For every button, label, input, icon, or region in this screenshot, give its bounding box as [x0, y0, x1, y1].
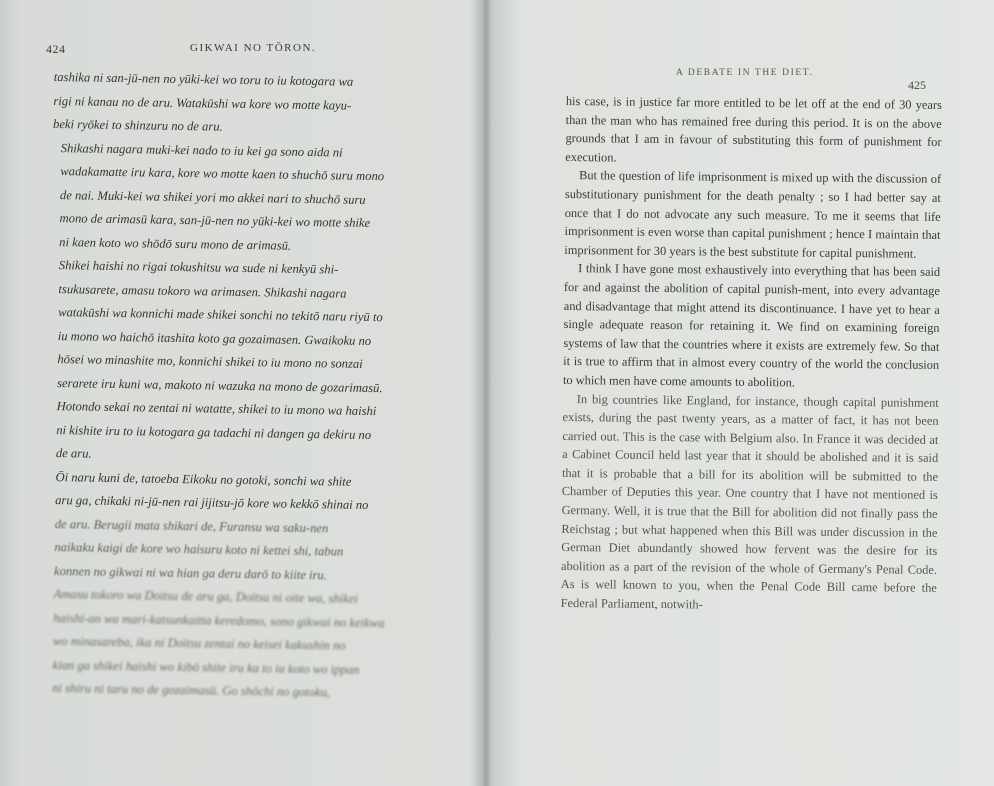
- left-paragraph-4: [44, 465, 448, 706]
- right-running-head: A DEBATE IN THE DIET.: [676, 68, 814, 78]
- left-page-number: 424: [46, 42, 66, 56]
- text-line: mono de arimasū kara, san-jū-nen no yūki-kei wo motte shike: [59, 211, 371, 230]
- text-line: Hotondo sekai no zentai ni watatte, shikei to iu mono wa haishi: [56, 399, 377, 419]
- text-line: hōsei wo minashite mo, konnichi shikei to iu mono no sonzai: [57, 352, 363, 371]
- text-line: Amasu tokoro wa Doitsu de aru ga, Doitsu ni oite wa, shikei: [53, 587, 359, 606]
- right-page-text: [561, 92, 942, 617]
- text-line: ni shiru ni taru no de gozaimasū. Go shōchi no gotoku,: [52, 681, 331, 700]
- text-line: watakūshi wa konnichi made shikei sonchi no tekitō naru riyū to: [58, 305, 383, 325]
- text-line: kian ga shikei haishi wo kibō shite iru ka to iu koto wo ippan: [52, 657, 360, 677]
- text-line: ni kishite iru to iu kotogara ga tadachi ni dangen ga dekiru no: [56, 422, 372, 442]
- text-line: tashika ni san-jū-nen no yūki-kei wo toru to iu kotogara wa: [53, 69, 354, 89]
- text-line: tsukusarete, amasu tokoro wa arimasen. Shikashi nagara: [58, 281, 347, 301]
- left-page-text: [44, 66, 454, 707]
- right-paragraph-1: his case, is in justice far more entitled to be let off at the end of 30 years than the man who has remained free during this period. It is on the above grounds that I am in favour of substituting this form of punishment for execution.: [565, 93, 942, 165]
- left-page: [0, 0, 482, 786]
- text-line: wadakamatte iru kara, kore wo motte kaen to shuchō suru mono: [60, 164, 385, 184]
- left-paragraph-3: [48, 254, 451, 472]
- text-line: konnen no gikwai ni wa hian ga deru darō to kiite iru.: [53, 563, 328, 582]
- text-line: naikaku kaigi de kore wo haisuru koto ni kettei shi, tabun: [54, 540, 344, 559]
- right-page-number: 425: [908, 78, 926, 92]
- text-line: rigi ni kanau no de aru. Watakūshi wa kore wo motte kayu-: [53, 93, 352, 113]
- left-paragraph-2: [51, 136, 453, 260]
- text-line: haishi-an wa mari-katsunkaitta keredomo, sono gikwai no keikwa: [53, 610, 385, 630]
- right-paragraph-2: But the question of life imprisonment is mixed up with the discussion of substitutionary punishment for the death penalty ; so I had better say at once that I do not advocate any such measure. To me it seems that life imprisonment is even worse than capital punishment ; hence I maintain that imprisonment for 30 years is the best substitute for capital punishment.: [564, 168, 942, 261]
- text-line: iu mono wo haichō itashita koto ga gozaimasen. Gwaikoku no: [57, 328, 372, 348]
- right-paragraph-3: I think I have gone most exhaustively into everything that has been said for and against the abolition of capital punish-ment, into every advantage and disadvantage that might attend its discontinuance. I have yet to hear a single adequate reason for retaining it. We find on examining foreign systems of law that the countries where it exists are extremely few. So that it is true to affirm that in almost every country of the world the conclusion to which men have come amounts to abolition.: [562, 261, 941, 390]
- right-page: [488, 0, 994, 786]
- left-paragraph-1: [53, 66, 454, 143]
- text-line: wo minasareba, ika ni Doitsu zentai no keisei kakushin no: [52, 634, 346, 653]
- text-line: serarete iru kuni wa, makoto ni wazuka na mono de gozarimasū.: [56, 375, 383, 395]
- text-line: Ōi naru kuni de, tatoeba Eikoku no gotoki, sonchi wa shite: [55, 469, 352, 489]
- text-line: aru ga, chikaki ni-jū-nen rai jijitsu-jō kore wo kekkō shinai no: [55, 493, 369, 512]
- right-paragraph-4: In big countries like England, for instance, though capital punishment exists, during the past twenty years, as a matter of fact, it has not been carried out. This is the case with Belgium also. In France it was decided at a Cabinet Council held last year that it should be abolished and it is said that it is probable that a bill for its abolition will be submitted to the Chamber of Deputies this year. One country that I have not mentioned is Germany. Well, it is true that the Bill for abolition did not finally pass the Reichstag ; but what happened when this Bill was under discussion in the German Diet abundantly showed how fervent was the desire for its abolition as a part of the revision of the whole of Germany's Penal Code. As is well known to you, when the Penal Code Bill came before the Federal Parliament, notwith-: [560, 391, 939, 612]
- text-line: ni kaen koto wo shōdō suru mono de arimasū.: [59, 234, 292, 253]
- left-running-head: GIKWAI NO TŌRON.: [190, 42, 317, 54]
- text-line: Shikashi nagara muki-kei nado to iu kei ga sono aida ni: [60, 140, 343, 160]
- text-line: de aru.: [55, 446, 92, 461]
- text-line: de nai. Muki-kei wa shikei yori mo akkei nari to shuchō suru: [59, 187, 366, 207]
- text-line: de aru. Berugii mata shikari de, Furansu wa saku-nen: [54, 516, 329, 535]
- text-line: beki ryōkei to shinzuru no de aru.: [52, 116, 223, 134]
- text-line: Shikei haishi no rigai tokushitsu wa sude ni kenkyū shi-: [58, 258, 339, 277]
